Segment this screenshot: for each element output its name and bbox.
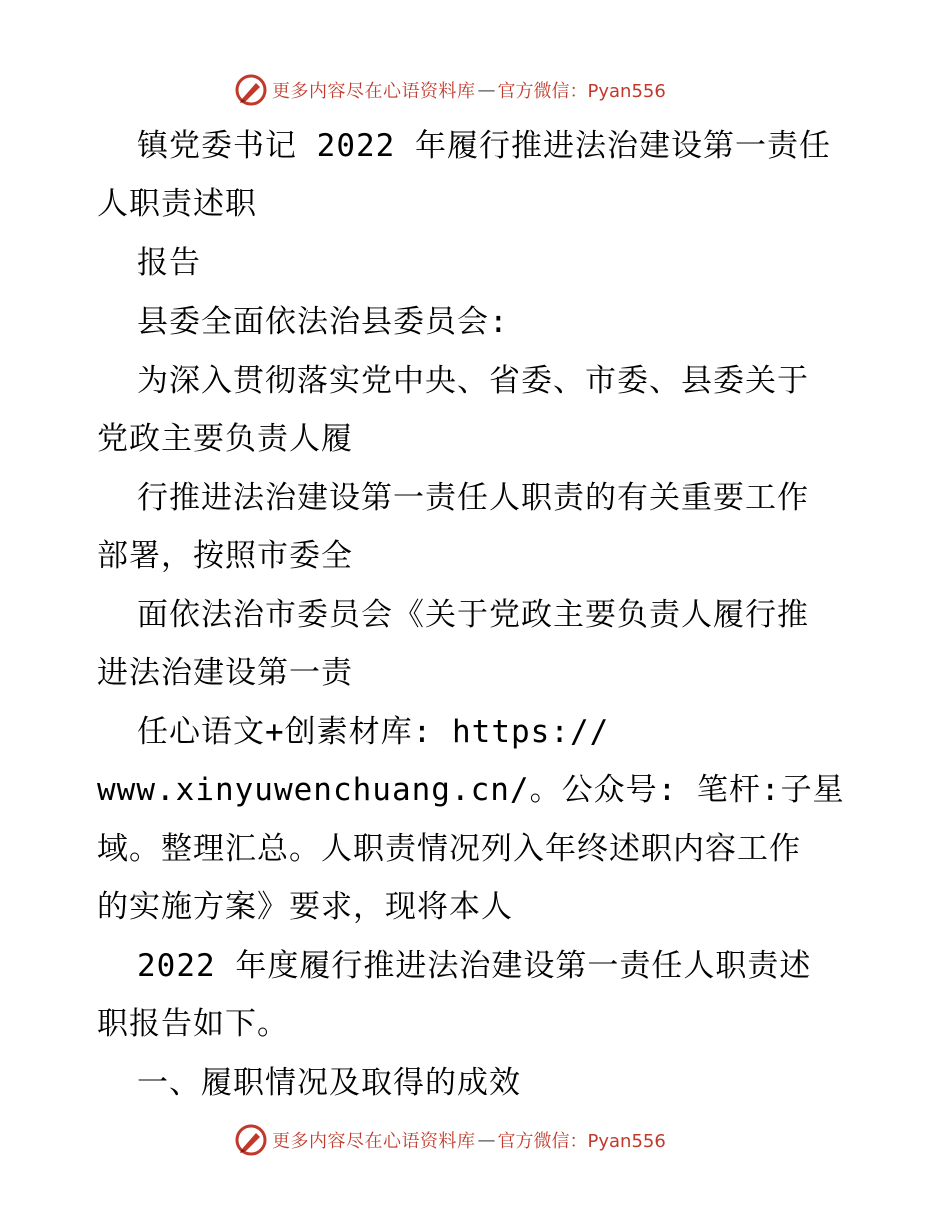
doc-paragraph-line: 域。整理汇总。人职责情况列入年终述职内容工作 — [97, 831, 801, 867]
footer-banner — [234, 1120, 666, 1160]
doc-paragraph-line: 2022 年度履行推进法治建设第一责任人职责述 — [137, 948, 812, 984]
doc-title-line-1: 镇党委书记 2022 年履行推进法治建设第一责任 — [137, 128, 831, 164]
banner-wechat: 官方微信：Pyan556 — [497, 1131, 666, 1152]
doc-title-line-2: 人职责述职 — [97, 186, 257, 222]
banner-separator: — — [477, 1129, 496, 1151]
section-heading: 一、履职情况及取得的成效 — [137, 1065, 521, 1101]
banner-wechat: 官方微信：Pyan556 — [497, 81, 666, 102]
banner-text: 更多内容尽在心语资料库 — [272, 81, 476, 102]
doc-salutation: 县委全面依法治县委员会: — [137, 304, 509, 340]
banner-text: 更多内容尽在心语资料库 — [272, 1131, 476, 1152]
doc-paragraph-line: 面依法治市委员会《关于党政主要负责人履行推 — [137, 597, 809, 633]
doc-paragraph-line: 行推进法治建设第一责任人职责的有关重要工作 — [137, 480, 809, 516]
doc-paragraph-line: www.xinyuwenchuang.cn/。公众号: 笔杆:子星 — [97, 772, 845, 808]
banner-separator: — — [477, 79, 496, 101]
pen-logo-icon — [234, 73, 268, 107]
doc-paragraph-line: 进法治建设第一责 — [97, 655, 353, 691]
doc-paragraph-line: 部署，按照市委全 — [97, 538, 353, 574]
doc-title-line-3: 报告 — [137, 245, 201, 281]
pen-logo-icon — [234, 1123, 268, 1157]
doc-paragraph-line: 为深入贯彻落实党中央、省委、市委、县委关于 — [137, 363, 809, 399]
doc-paragraph-line: 职报告如下。 — [97, 1006, 289, 1042]
doc-paragraph-line: 党政主要负责人履 — [97, 421, 353, 457]
doc-paragraph-line: 的实施方案》要求，现将本人 — [97, 889, 513, 925]
header-banner — [234, 70, 666, 110]
doc-paragraph-line: 任心语文+创素材库: https:// — [137, 714, 610, 750]
